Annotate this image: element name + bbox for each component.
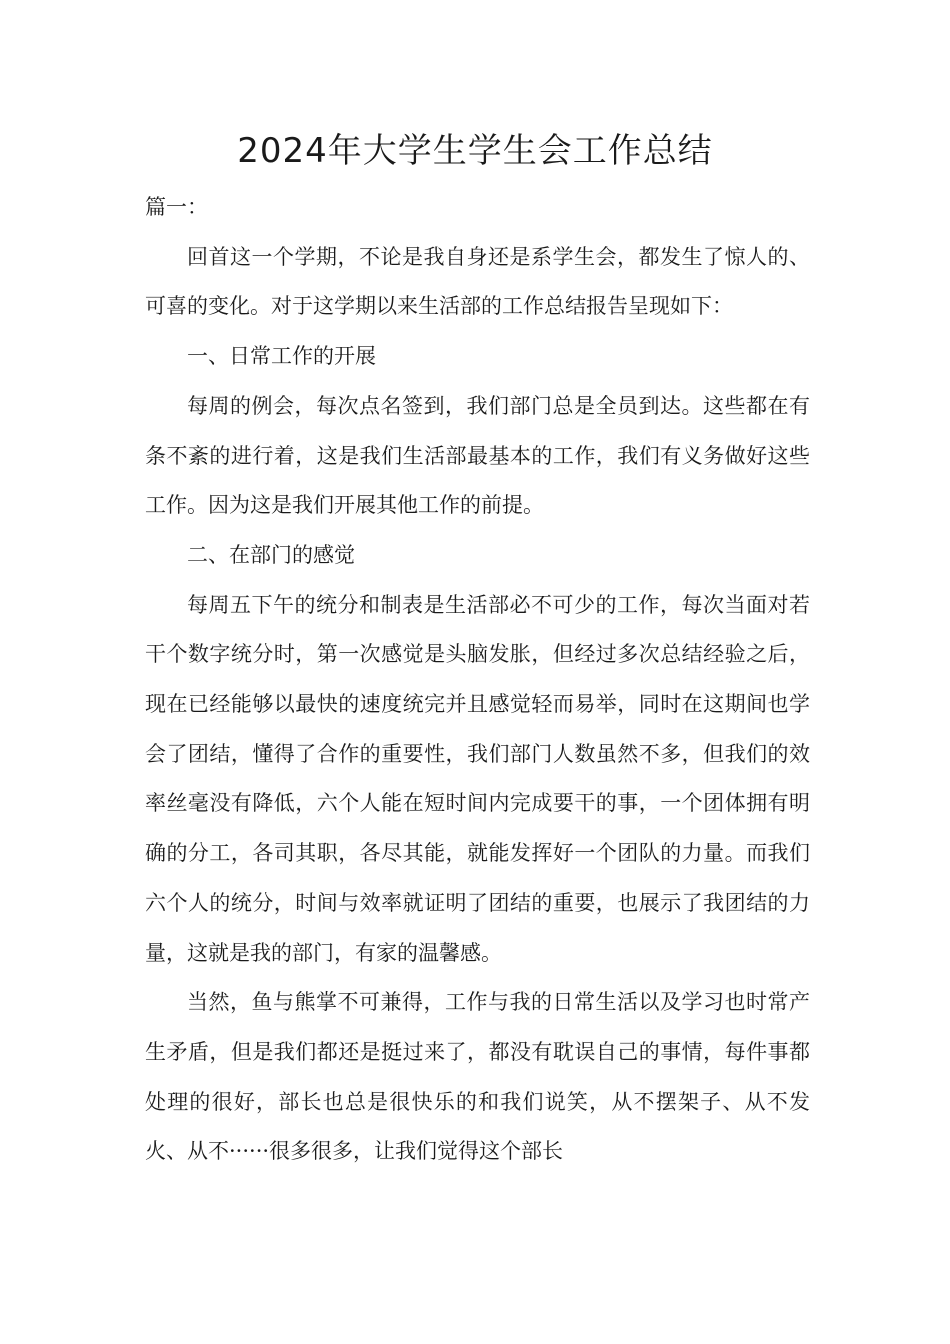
- heading-daily-work: 一、日常工作的开展: [187, 344, 376, 369]
- paragraph-department-feeling: 每周五下午的统分和制表是生活部必不可少的工作，每次当面对若干个数字统分时，第一次感觉是头脑发胀，但经过多次总结经验之后，现在已经能够以最快的速度统完并且感觉轻而易举，同时在这期间也学会了团结，懂得了合作的重要性，我们部门人数虽然不多，但我们的效率丝毫没有降低，六个人能在短时间内完成要干的事，一个团体拥有明确的分工，各司其职，各尽其能，就能发挥好一个团队的力量。而我们六个人的统分，时间与效率就证明了团结的重要，也展示了我团结的力量，这就是我的部门，有家的温馨感。: [145, 592, 810, 965]
- heading-department-feeling: 二、在部门的感觉: [187, 542, 355, 567]
- paragraph-daily-work: 每周的例会，每次点名签到，我们部门总是全员到达。这些都在有条不紊的进行着，这是我们生活部最基本的工作，我们有义务做好这些工作。因为这是我们开展其他工作的前提。: [145, 393, 810, 518]
- document-title: 2024年大学生学生会工作总结: [237, 131, 713, 171]
- section-label: 篇一：: [145, 195, 208, 219]
- paragraph-balance: 当然，鱼与熊掌不可兼得，工作与我的日常生活以及学习也时常产生矛盾，但是我们都还是挺过来了，都没有耽误自己的事情，每件事都处理的很好，部长也总是很快乐的和我们说笑，从不摆架子、从不发火、从不······很多很多，让我们觉得这个部长: [145, 990, 810, 1164]
- document-body: [145, 183, 810, 1177]
- paragraph-intro: 回首这一个学期，不论是我自身还是系学生会，都发生了惊人的、可喜的变化。对于这学期以来生活部的工作总结报告呈现如下：: [145, 244, 810, 319]
